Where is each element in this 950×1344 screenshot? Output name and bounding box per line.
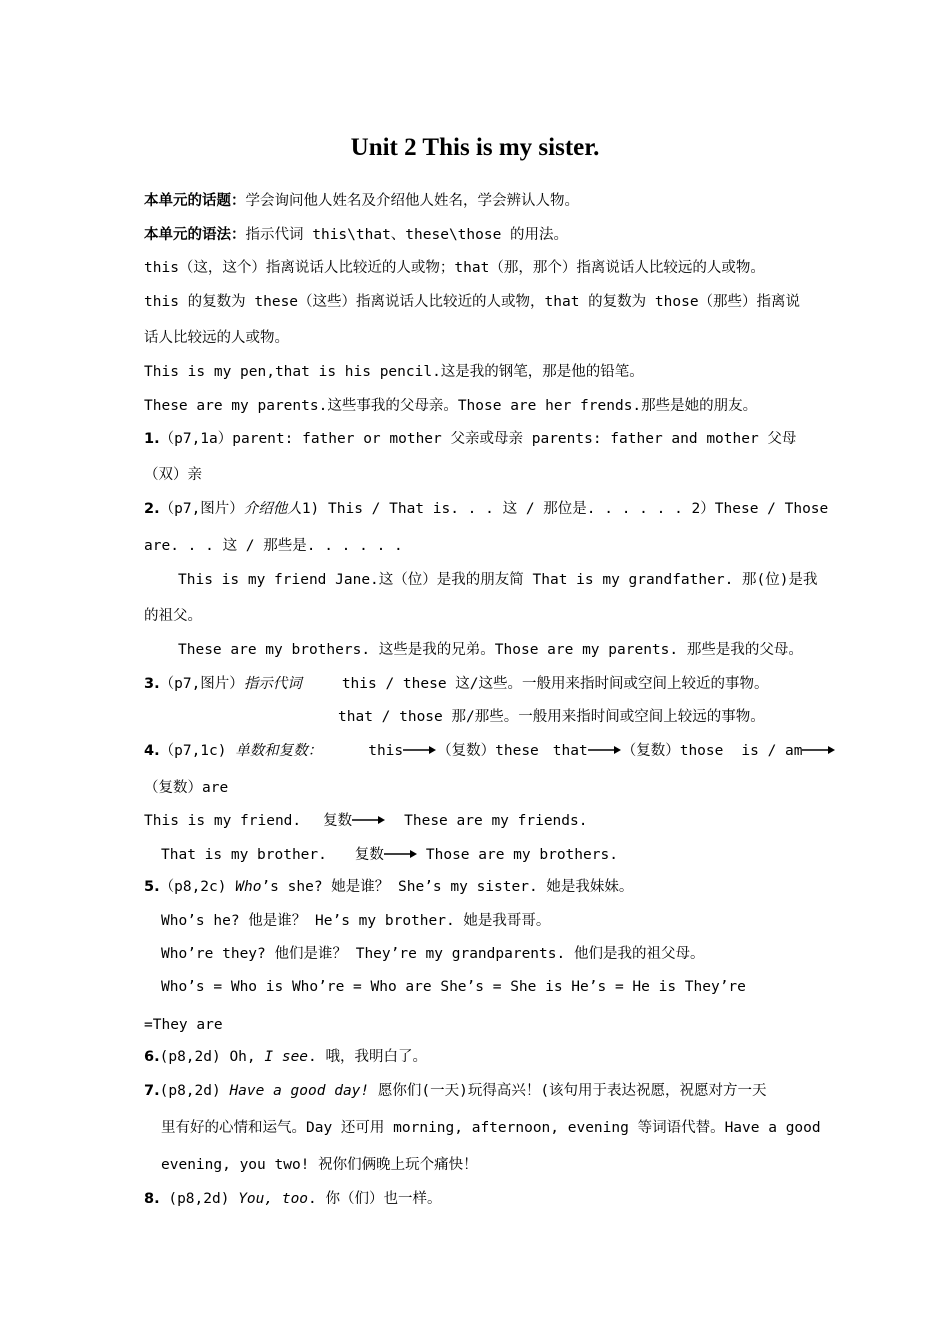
- item-5: [144, 877, 633, 897]
- page-title: Unit 2 This is my sister.: [350, 134, 600, 161]
- item-2: [144, 499, 828, 519]
- item-5-cont: Who’re they? 他们是谁？ They’re my grandparents. 他们是我的祖父母。: [161, 946, 705, 962]
- plural-text: （复数）those: [621, 743, 724, 759]
- item-emphasis: You, too: [238, 1191, 309, 1207]
- word: this: [368, 743, 404, 759]
- example-line: [161, 845, 618, 865]
- item-4-cont: （复数）are: [144, 780, 229, 796]
- item-3-cont: that / those 那/那些。一般用来指时间或空间上较远的事物。: [338, 709, 765, 725]
- example-line: 的祖父。: [144, 608, 202, 624]
- item-number: 3.: [144, 676, 160, 692]
- arrow-icon: [384, 849, 418, 861]
- item-emphasis: Who: [235, 879, 262, 895]
- item-emphasis: 指示代词: [243, 676, 302, 692]
- item-text: （p7,1a）parent: father or mother 父亲或母亲 parents: father and mother 父母: [159, 431, 797, 447]
- item-emphasis: I see: [264, 1049, 309, 1065]
- item-7-cont: 里有好的心情和运气。Day 还可用 morning, afternoon, evening 等词语代替。Have a good: [161, 1120, 821, 1136]
- item-number: 6.: [144, 1049, 160, 1065]
- word: is / am: [741, 743, 803, 759]
- singular-sentence: That is my brother.: [161, 847, 327, 863]
- example-line: [144, 811, 587, 831]
- item-emphasis: 单数和复数：: [235, 743, 323, 759]
- item-ref: （p7,1c): [159, 743, 236, 759]
- plural-sentence: Those are my brothers.: [425, 847, 618, 863]
- item-2-cont: are. . . 这 / 那些是. . . . . .: [144, 538, 403, 554]
- item-ref: （p8,2c): [159, 879, 227, 895]
- example-line: These are my brothers. 这些是我的兄弟。Those are my parents. 那些是我的父母。: [178, 642, 803, 658]
- plural-sentence: These are my friends.: [404, 813, 588, 829]
- item-number: 8.: [144, 1191, 160, 1207]
- item-3: [144, 674, 769, 694]
- text-line: this 的复数为 these（这些）指离说话人比较近的人或物，that 的复数为 those（那些）指离说: [144, 294, 801, 310]
- item-text: ’s she? 她是谁？ She’s my sister. 她是我妹妹。: [261, 879, 634, 895]
- item-emphasis: 介绍他人: [243, 501, 302, 517]
- item-text: . 你（们）也一样。: [308, 1191, 442, 1207]
- item-number: 2.: [144, 501, 160, 517]
- topic-line: [144, 191, 579, 211]
- grammar-line: [144, 225, 568, 245]
- item-ref: (p8,2d): [159, 1083, 230, 1099]
- item-text: 1) This / That is. . . 这 / 那位是. . . . . . 2）These / Those: [301, 501, 829, 517]
- text-line: These are my parents.这些事我的父母亲。Those are her frends.那些是她的朋友。: [144, 398, 758, 414]
- grammar-label: 本单元的语法：: [144, 227, 246, 243]
- item-text: . 哦，我明白了。: [308, 1049, 427, 1065]
- item-7-cont: evening, you two! 祝你们俩晚上玩个痛快！: [161, 1157, 478, 1173]
- item-emphasis: Have a good day!: [229, 1083, 370, 1099]
- arrow-icon: [588, 745, 622, 757]
- item-1: [144, 429, 796, 449]
- item-number: 1.: [144, 431, 160, 447]
- singular-sentence: This is my friend.: [144, 813, 302, 829]
- item-5-cont: =They are: [144, 1017, 223, 1033]
- item-text: this / these 这/这些。一般用来指时间或空间上较近的事物。: [341, 676, 769, 692]
- item-number: 7.: [144, 1083, 160, 1099]
- item-1-cont: （双）亲: [144, 467, 202, 483]
- item-6: [144, 1047, 427, 1067]
- grammar-text: 指示代词 this\that、these\those 的用法。: [245, 227, 569, 243]
- item-ref: (p8,2d) Oh,: [159, 1049, 265, 1065]
- item-5-cont: Who’s he? 他是谁？ He’s my brother. 她是我哥哥。: [161, 913, 551, 929]
- example-line: This is my friend Jane.这（位）是我的朋友简 That is my grandfather. 那(位)是我: [178, 572, 818, 588]
- item-8: [144, 1189, 442, 1209]
- text-line: This is my pen,that is his pencil.这是我的钢笔，那是他的铅笔。: [144, 364, 644, 380]
- item-number: 5.: [144, 879, 160, 895]
- item-7: [144, 1081, 767, 1101]
- item-number: 4.: [144, 743, 160, 759]
- item-text: 愿你们(一天)玩得高兴！(该句用于表达祝愿，祝愿对方一天: [369, 1083, 767, 1099]
- text-line: this（这，这个）指离说话人比较近的人或物；that（那，那个）指离说话人比较远的人或物。: [144, 260, 765, 276]
- plural-label: 复数: [354, 847, 384, 863]
- text-line: 话人比较远的人或物。: [144, 330, 289, 346]
- arrow-icon: [802, 745, 836, 757]
- item-ref: （p7,图片）: [159, 501, 244, 517]
- item-ref: （p7,图片）: [159, 676, 244, 692]
- arrow-icon: [352, 815, 386, 827]
- plural-label: 复数: [323, 813, 353, 829]
- arrow-icon: [403, 745, 437, 757]
- item-ref: (p8,2d): [159, 1191, 239, 1207]
- plural-text: （复数）these: [437, 743, 539, 759]
- topic-label: 本单元的话题：: [144, 193, 246, 209]
- word: that: [552, 743, 588, 759]
- item-5-cont: Who’s = Who is Who’re = Who are She’s = She is He’s = He is They’re: [161, 979, 746, 995]
- item-4: [144, 741, 854, 761]
- topic-text: 学会询问他人姓名及介绍他人姓名，学会辨认人物。: [245, 193, 579, 209]
